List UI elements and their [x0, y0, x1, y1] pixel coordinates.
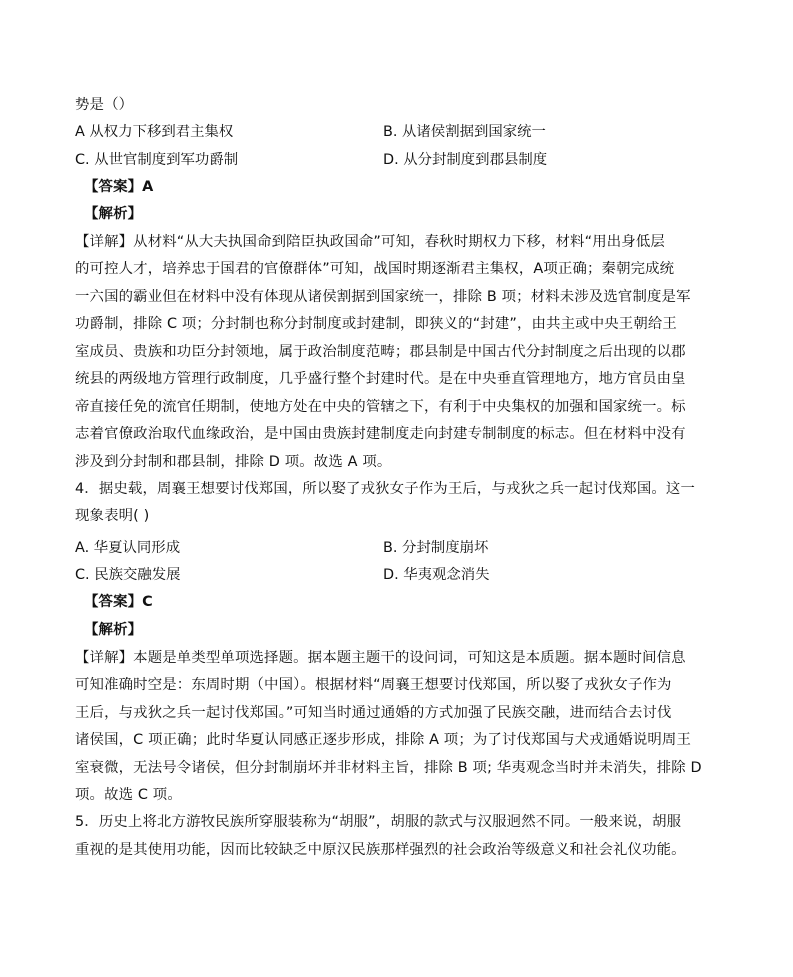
q4-option-d: D. 华夷观念消失 — [383, 567, 490, 583]
q4-option-b: B. 分封制度崩坏 — [383, 540, 489, 556]
q4-detail-line: 室衰微，无法号令诸侯，但分封制崩坏并非材料主旨，排除 B 项; 华夷观念当时并未消失，排除 D — [75, 760, 702, 776]
q4-detail-line: 诸侯国，C 项正确；此时华夏认同感正逐步形成，排除 A 项；为了讨伐郑国与犬戎通婚说明周王 — [75, 732, 691, 748]
q3-option-d: D. 从分封制度到郡县制度 — [383, 152, 548, 168]
q3-detail-line: 志着官僚政治取代血缘政治，是中国由贵族封建制度走向封建专制制度的标志。但在材料中没有 — [75, 426, 686, 442]
q3-detail-line: 功爵制，排除 C 项；分封制也称分封制度或封建制，即狭义的“封建”，由共主或中央王朝给王 — [75, 316, 677, 332]
q3-stem-tail: 势是（） — [75, 97, 134, 113]
q3-option-c: C. 从世官制度到军功爵制 — [75, 152, 239, 168]
q3-option-a: A 从权力下移到君主集权 — [75, 124, 234, 140]
q3-detail-line: 统县的两级地方管理行政制度，几乎盛行整个封建时代。是在中央垂直管理地方，地方官员由皇 — [75, 371, 686, 387]
q3-answer: 【答案】A — [84, 179, 154, 195]
q5-stem-line: 重视的是其使用功能，因而比较缺乏中原汉民族那样强烈的社会政治等级意义和社会礼仪功能。 — [75, 842, 686, 858]
q4-analysis-label: 【解析】 — [84, 622, 143, 638]
q3-option-b: B. 从诸侯割据到国家统一 — [383, 124, 546, 140]
q3-detail-line: 的可控人才，培养忠于国君的官僚群体”可知，战国时期逐渐君主集权，A项正确；秦朝完成统 — [75, 261, 675, 277]
q4-answer: 【答案】C — [84, 594, 153, 610]
q3-detail-line: 涉及到分封制和郡县制，排除 D 项。故选 A 项。 — [75, 454, 392, 470]
q4-detail-line: 项。故选 C 项。 — [75, 787, 182, 803]
q5-stem-line: 5．历史上将北方游牧民族所穿服装称为“胡服”，胡服的款式与汉服迥然不同。一般来说，胡服 — [75, 814, 682, 830]
q4-option-c: C. 民族交融发展 — [75, 567, 181, 583]
q4-detail-line: 王后，与戎狄之兵一起讨伐郑国。”可知当时通过通婚的方式加强了民族交融，进而结合去讨伐 — [75, 705, 672, 721]
q3-detail-line: 帝直接任免的流官任期制，使地方处在中央的管辖之下，有利于中央集权的加强和国家统一。标 — [75, 399, 686, 415]
q4-stem-line: 4．据史载，周襄王想要讨伐郑国，所以娶了戎狄女子作为王后，与戎狄之兵一起讨伐郑国。这一 — [75, 481, 696, 497]
q4-stem-line: 现象表明( ) — [75, 508, 150, 524]
q3-analysis-label: 【解析】 — [84, 206, 143, 222]
q4-detail-line: 【详解】本题是单类型单项选择题。据本题主题干的设问词，可知这是本质题。据本题时间信息 — [75, 650, 686, 666]
q3-detail-line: 【详解】从材料“从大夫执国命到陪臣执政国命”可知，春秋时期权力下移，材料“用出身低层 — [75, 234, 665, 250]
q3-detail-line: 一六国的霸业但在材料中没有体现从诸侯割据到国家统一，排除 B 项；材料未涉及选官制度是军 — [75, 289, 691, 305]
q4-option-a: A. 华夏认同形成 — [75, 540, 181, 556]
q4-detail-line: 可知准确时空是：东周时期（中国）。根据材料“周襄王想要讨伐郑国，所以娶了戎狄女子作为 — [75, 677, 672, 693]
q3-detail-line: 室成员、贵族和功臣分封领地，属于政治制度范畴；郡县制是中国古代分封制度之后出现的以郡 — [75, 344, 686, 360]
